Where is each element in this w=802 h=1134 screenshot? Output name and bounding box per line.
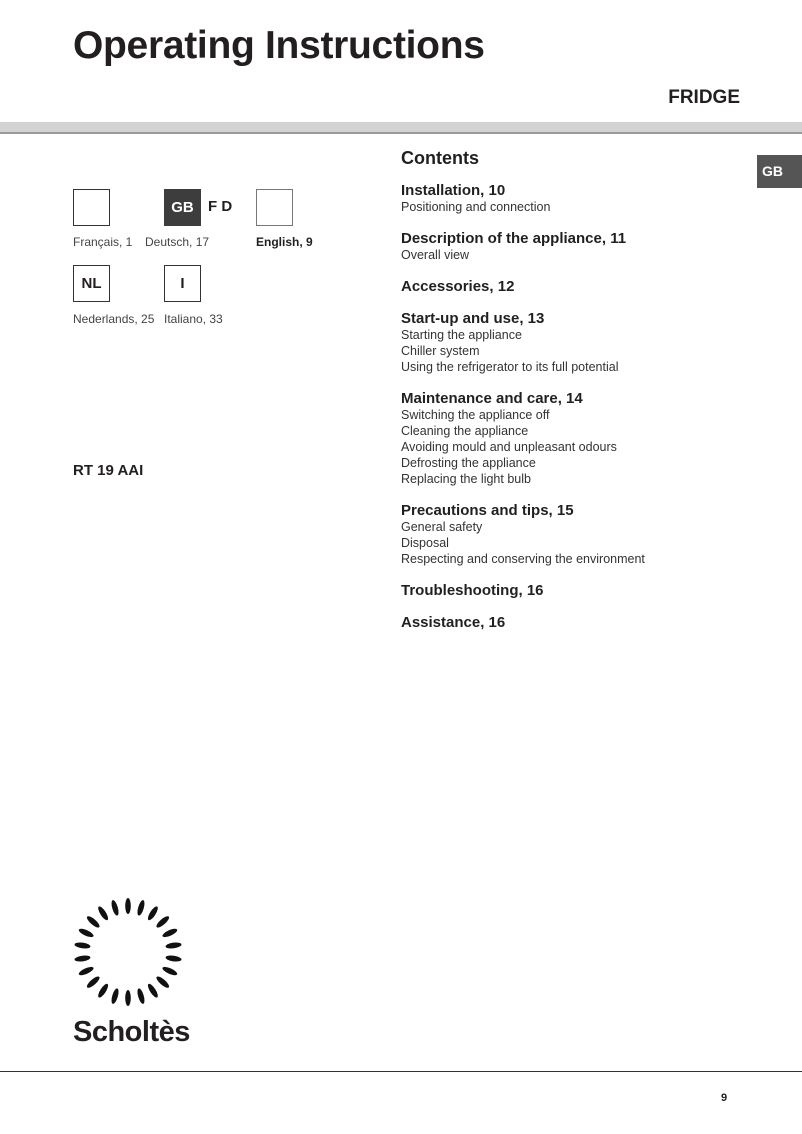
language-tab: GB (757, 155, 802, 188)
language-box-it: I (164, 265, 201, 302)
language-box-empty (256, 189, 293, 226)
toc-item: Chiller system (401, 344, 480, 358)
sun-petal (110, 988, 120, 1005)
header-divider (0, 122, 802, 134)
language-box-fr (73, 189, 110, 226)
sun-petal (78, 927, 95, 939)
toc-item: Using the refrigerator to its full potential (401, 360, 619, 374)
sun-petal (165, 942, 182, 950)
language-label-de: Deutsch, 17 (145, 235, 210, 249)
sun-petal (78, 965, 95, 977)
sun-petal (155, 915, 171, 930)
sun-petal (96, 982, 109, 998)
toc-item: Respecting and conserving the environment (401, 552, 645, 566)
language-label-it: Italiano, 33 (164, 312, 223, 326)
language-label-fr: Français, 1 (73, 235, 133, 249)
sun-petal (146, 982, 159, 998)
toc-section (401, 278, 741, 295)
sun-petal (85, 975, 101, 990)
toc-heading: Assistance, 16 (401, 614, 506, 631)
toc-item: Cleaning the appliance (401, 424, 529, 438)
sun-petal (165, 955, 182, 963)
language-label-nl: Nederlands, 25 (73, 312, 155, 326)
toc-heading: Start-up and use, 13 (401, 310, 545, 327)
toc-section (401, 182, 741, 215)
toc-item: Replacing the light bulb (401, 472, 531, 486)
contents-title: Contents (401, 148, 479, 168)
brand-sun-logo (70, 896, 186, 1014)
toc-heading: Troubleshooting, 16 (401, 582, 544, 599)
toc-heading: Description of the appliance, 11 (401, 230, 627, 247)
toc-item: Defrosting the appliance (401, 456, 536, 470)
sun-petal (136, 988, 146, 1005)
sun-petal (161, 927, 178, 939)
toc-section (401, 582, 741, 599)
toc-item: Overall view (401, 248, 470, 262)
sun-petal (74, 955, 91, 963)
language-label-en: English, 9 (256, 235, 313, 249)
toc-heading: Precautions and tips, 15 (401, 502, 574, 519)
toc-heading: Accessories, 12 (401, 278, 515, 295)
page-title: Operating Instructions (73, 24, 485, 67)
language-box-gb: GB (164, 189, 201, 226)
sun-petal (85, 915, 101, 930)
footer-divider (0, 1071, 802, 1072)
page-number: 9 (721, 1092, 728, 1104)
toc-heading: Installation, 10 (401, 182, 506, 199)
toc-item: Starting the appliance (401, 328, 522, 342)
model-number: RT 19 AAI (73, 462, 144, 479)
toc-item: Positioning and connection (401, 200, 551, 214)
sun-petal (155, 975, 171, 990)
toc-section (401, 614, 741, 631)
toc-item: Avoiding mould and unpleasant odours (401, 440, 617, 454)
sun-petal (96, 905, 109, 921)
sun-petal (136, 899, 146, 916)
toc-section (401, 390, 741, 487)
sun-petal (146, 905, 159, 921)
product-category: FRIDGE (668, 87, 740, 108)
toc-section (401, 310, 741, 375)
table-of-contents (401, 148, 741, 646)
toc-item: Switching the appliance off (401, 408, 550, 422)
sun-petal (74, 942, 91, 950)
sun-petal (110, 899, 120, 916)
toc-item: Disposal (401, 536, 449, 550)
sun-petal (161, 965, 178, 977)
toc-section (401, 502, 741, 567)
language-code-fd: F D (208, 198, 233, 215)
toc-heading: Maintenance and care, 14 (401, 390, 583, 407)
toc-item: General safety (401, 520, 483, 534)
language-box-nl: NL (73, 265, 110, 302)
brand-logo-text: Scholtès (73, 1016, 190, 1048)
toc-section (401, 230, 741, 263)
sun-petal (125, 990, 131, 1006)
sun-petal (125, 898, 131, 914)
